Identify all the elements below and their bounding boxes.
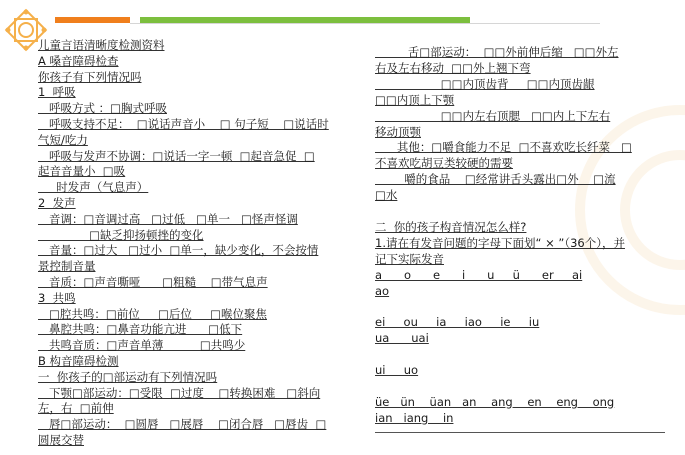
left-text-line: 圆展交替 [38,433,84,447]
left-text-line: 你孩子有下列情况吗 [38,69,142,84]
right-text-line: 嚼的食品 □经常讲舌头露出□外 □流 [375,172,616,187]
right-text-line: □水 [375,188,398,203]
right-text-line: ei ou ia iao ie iu [375,315,540,330]
right-text-line: 不喜欢吃胡豆类较硬的需要 [375,156,513,171]
left-text-line: 气短/吃力 [38,132,88,147]
right-text-line: 二 你的孩子构音情况怎么样? [375,219,527,234]
right-text-line: □□内顶齿背 □□内顶齿龈 [375,76,595,91]
right-text-line: ao [375,283,390,298]
left-text-line: 呼吸方式 ：□胸式呼吸 [38,101,167,116]
left-text-line: 起音音量小 □吸 [38,164,126,179]
left-text-line: 一 你孩子的□部运动有下列情况吗 [38,369,218,384]
left-text-line: 3 共鸣 [38,290,76,305]
right-text-line: 1.请在有发音问题的字母下面划“ × ”（36个），并 [375,235,625,250]
left-text-line: B 构音障碍检测 [38,354,119,368]
left-text-line: 1 呼吸 [38,85,76,100]
right-text-line: 记下实际发音 [375,251,444,266]
left-text-line: 呼吸支持不足： □说话声音小 □ 句子短 □说话时 [38,117,329,131]
right-text-line: 右及左右移动 □□外上翘下弯 [375,60,531,75]
left-text-line: 下颚□部运动：□受限 □过度 □转换困难 □斜向 [38,385,321,400]
right-text-line: 舌□部运动： □□外前伸后缩 □□外左 [375,45,619,59]
right-text-line: a o e i u ü er ai [375,267,583,282]
left-text-line: 音量：□过大 □过小 □单一，缺少变化，不会按情 [38,243,319,258]
left-text-line: 音质：□声音嘶哑 □粗糙 □带气息声 [38,275,268,289]
right-text-line: üe ün üan an ang en eng ong [375,394,615,409]
header-bar-orange [55,17,130,23]
right-text-line: 其他：□嚼食能力不足 □不喜欢吃长纤菜 □ [375,140,632,155]
left-text-line: 音调：□音调过高 □过低 □单一 □怪声怪调 [38,211,298,226]
left-text-line: 呼吸与发声不协调：□说话一字一顿 □起音急促 □ [38,148,315,163]
left-text-line: 共鸣音质：□声音单薄 □共鸣少 [38,338,246,353]
left-text-line: 左，右 □前伸 [38,401,114,416]
right-text-line: □□内顶上下颚 [375,92,455,107]
left-text-line: 鼻腔共鸣：□鼻音功能亢进 □低下 [38,322,243,337]
right-text-line: ua uai [375,331,429,346]
left-text-line: 唇□部运动： □圆唇 □展唇 □闭合唇 □唇齿 □ [38,417,327,432]
left-text-line: 儿童言语清晰度检测资料 [38,38,165,52]
right-text-line: ui uo [375,363,419,377]
left-text-line: □缺乏抑扬顿挫的变化 [38,227,204,242]
left-text-line: 景控制音量 [38,259,96,274]
right-text-line: ian iang in [375,410,454,425]
left-text-line: □腔共鸣：□前位 □后位 □喉位聚焦 [38,306,267,321]
right-text-line: 移动顶颚 [375,124,421,139]
left-text-line: 2 发声 [38,196,76,210]
left-text-line: 时发声（气息声） [38,180,149,195]
header-divider [130,23,600,24]
left-text-line: A 嗓音障碍检查 [38,53,119,68]
right-text-line: □□内左右顶腮 □□内上下左右 [375,108,611,123]
bottom-rule [375,432,665,433]
